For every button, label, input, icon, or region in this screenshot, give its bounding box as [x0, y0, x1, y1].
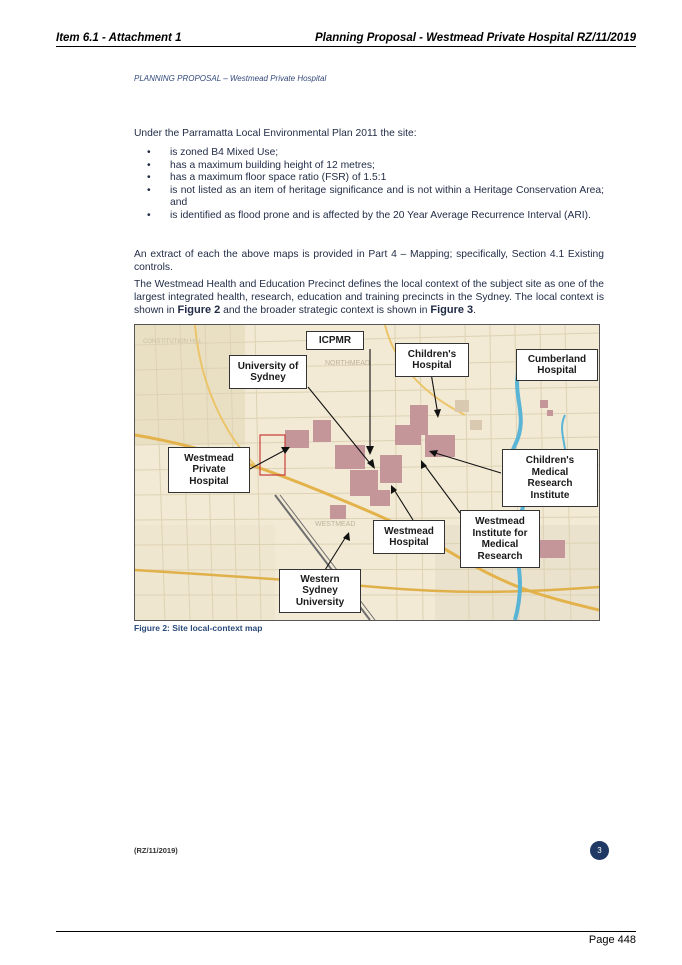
figure-3-reference: Figure 3 — [430, 304, 474, 317]
map-label-westmead-institute-medical-research: Westmead Institute for Medical Research — [460, 510, 540, 568]
paragraph-text: and the broader strategic context is shown in — [220, 305, 431, 317]
map-place-westmead: WESTMEAD — [315, 521, 356, 528]
bullet-icon: • — [147, 209, 151, 221]
map-place-constitution-hill: CONSTITUTION HILL — [143, 339, 203, 345]
header-document-title: Planning Proposal - Westmead Private Hospital RZ/11/2019 — [314, 32, 636, 44]
figure-caption: Figure 2: Site local-context map — [134, 623, 263, 633]
page-number: Page 448 — [588, 934, 636, 946]
local-context-paragraph — [134, 279, 604, 318]
list-item — [134, 172, 604, 185]
map-label-western-sydney-university: Western Sydney University — [279, 569, 361, 613]
site-controls-list — [134, 147, 604, 223]
list-item-text: is zoned B4 Mixed Use; — [170, 147, 279, 158]
header-rule — [56, 46, 636, 47]
list-item-text: is not listed as an item of heritage significance and is not within a Heritage Conservation Area; and — [170, 184, 604, 209]
list-item — [134, 210, 604, 223]
figure-2-reference: Figure 2 — [177, 304, 221, 317]
maps-extract-paragraph: An extract of each the above maps is provided in Part 4 – Mapping; specifically, Section 4.1 Existing controls. — [134, 249, 604, 273]
map-label-cumberland-hospital: Cumberland Hospital — [516, 349, 598, 381]
map-label-childrens-medical-research-institute: Children's Medical Research Institute — [502, 449, 598, 507]
paragraph-text: The Westmead Health and Education Precinct defines the local context of the subject site as one of the largest integrated health, research, education and training precincts in the Sydney. The local context is shown in — [134, 279, 604, 317]
header-attachment-label: Item 6.1 - Attachment 1 — [56, 32, 182, 44]
page-badge: 3 — [590, 841, 609, 860]
document-subtitle: PLANNING PROPOSAL – Westmead Private Hospital — [134, 74, 327, 83]
map-label-icpmr: ICPMR — [306, 331, 364, 350]
list-item — [134, 160, 604, 173]
bullet-icon: • — [147, 184, 151, 196]
map-label-childrens-hospital: Children's Hospital — [395, 343, 469, 377]
site-local-context-map — [134, 324, 600, 621]
list-item — [134, 185, 604, 210]
footer-rule — [56, 931, 636, 932]
list-item — [134, 147, 604, 160]
map-label-university-of-sydney: University of Sydney — [229, 355, 307, 389]
bullet-icon: • — [147, 172, 151, 184]
paragraph-text: . — [473, 305, 477, 317]
map-label-westmead-private-hospital: Westmead Private Hospital — [168, 447, 250, 493]
footer-reference: (RZ/11/2019) — [134, 846, 178, 855]
map-place-northmead: NORTHMEAD — [325, 360, 370, 367]
bullet-icon: • — [147, 159, 151, 171]
list-item-text: has a maximum floor space ratio (FSR) of 1.5:1 — [170, 172, 387, 184]
list-item-text: is identified as flood prone and is affected by the 20 Year Average Recurrence Interval (ARI). — [170, 209, 591, 221]
bullet-icon: • — [147, 147, 151, 158]
list-item-text: has a maximum building height of 12 metres; — [170, 159, 375, 171]
map-label-westmead-hospital: Westmead Hospital — [373, 520, 445, 554]
intro-paragraph: Under the Parramatta Local Environmental Plan 2011 the site: — [134, 128, 417, 139]
